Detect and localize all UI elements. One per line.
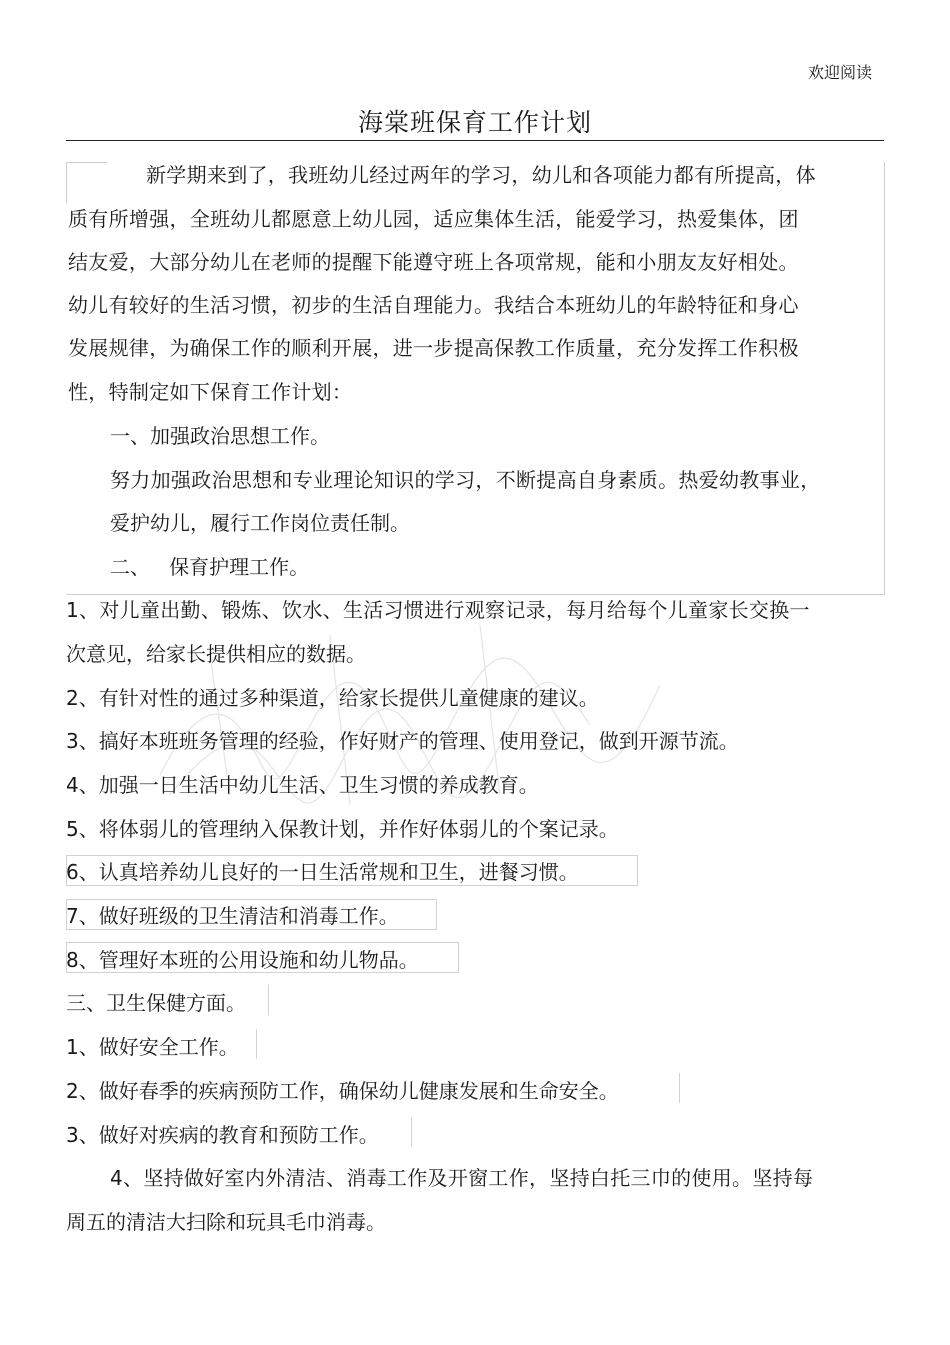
section2-item: 次意见，给家长提供相应的数据。 [66,642,366,666]
intro-frame-corner [66,162,107,203]
section3-item: 周五的清洁大扫除和玩具毛巾消毒。 [66,1210,386,1234]
section2-item: 4、加强一日生活中幼儿生活、卫生习惯的养成教育。 [66,773,539,797]
section1-heading: 一、加强政治思想工作。 [110,424,330,448]
item-frame-edge [268,985,269,1015]
header-note: 欢迎阅读 [808,63,873,82]
section3-item: 1、做好安全工作。 [66,1035,239,1059]
intro-line: 幼儿有较好的生活习惯，初步的生活自理能力。我结合本班幼儿的年龄特征和身心 [68,293,799,317]
section2-item: 2、有针对性的通过多种渠道，给家长提供儿童健康的建议。 [66,686,599,710]
intro-line: 质有所增强，全班幼儿都愿意上幼儿园，适应集体生活，能爱学习，热爱集体，团 [68,207,799,231]
item-frame-edge [411,1117,412,1147]
section1-line: 爱护幼儿，履行工作岗位责任制。 [110,511,410,535]
section2-item: 3、搞好本班班务管理的经验，作好财产的管理、使用登记，做到开源节流。 [66,729,739,753]
section2-heading: 二、 保育护理工作。 [110,555,310,579]
section2-item: 7、做好班级的卫生清洁和消毒工作。 [66,904,399,928]
title-underline [66,140,884,141]
intro-line: 发展规律，为确保工作的顺利开展，进一步提高保教工作质量，充分发挥工作积极 [68,336,799,360]
item-frame-edge [679,1073,680,1103]
section3-item: 2、做好春季的疾病预防工作，确保幼儿健康发展和生命安全。 [66,1079,619,1103]
section3-item: 3、做好对疾病的教育和预防工作。 [66,1123,379,1147]
section2-item: 5、将体弱儿的管理纳入保教计划，并作好体弱儿的个案记录。 [66,817,619,841]
intro-line: 性，特制定如下保育工作计划： [68,380,353,404]
section2-item: 1、对儿童出勤、锻炼、饮水、生活习惯进行观察记录，每月给每个儿童家长交换一 [66,598,810,622]
section1-line: 努力加强政治思想和专业理论知识的学习，不断提高自身素质。热爱幼教事业， [110,468,821,492]
intro-line: 新学期来到了，我班幼儿经过两年的学习，幼儿和各项能力都有所提高，体 [146,163,816,187]
intro-line: 结友爱，大部分幼儿在老师的提醒下能遵守班上各项常规，能和小朋友友好相处。 [68,250,799,274]
section3-heading: 三、卫生保健方面。 [66,991,246,1015]
section2-item: 6、认真培养幼儿良好的一日生活常规和卫生，进餐习惯。 [66,860,579,884]
watermark-signature [150,595,670,845]
section3-item: 4、坚持做好室内外清洁、消毒工作及开窗工作，坚持白托三巾的使用。坚持每 [110,1166,814,1190]
item-frame-edge [256,1029,257,1059]
section2-item: 8、管理好本班的公用设施和幼儿物品。 [66,948,419,972]
document-title: 海棠班保育工作计划 [357,108,592,137]
